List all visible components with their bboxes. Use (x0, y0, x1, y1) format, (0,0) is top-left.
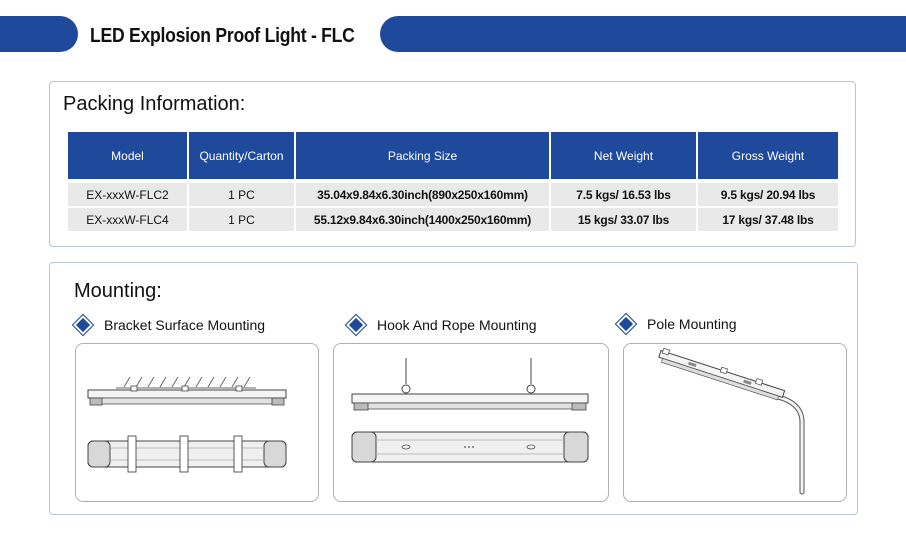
table-row (68, 183, 838, 206)
packing-info-panel (49, 81, 856, 247)
diamond-bullet-icon (73, 315, 93, 335)
cell-gross-weight: 9.5 kgs/ 20.94 lbs (698, 183, 838, 206)
cell-net-weight: 7.5 kgs/ 16.53 lbs (551, 183, 696, 206)
mounting-option-pole (619, 316, 737, 332)
column-header-gross-weight: Gross Weight (698, 132, 838, 179)
cell-packing-size: 35.04x9.84x6.30inch(890x250x160mm) (296, 183, 549, 206)
page-title: LED Explosion Proof Light - FLC (90, 25, 355, 47)
bracket-mounting-diagram (75, 343, 319, 502)
mounting-option-hook-rope (349, 317, 537, 333)
diamond-bullet-icon (616, 314, 636, 334)
header-accent-left (0, 16, 78, 52)
cell-net-weight: 15 kgs/ 33.07 lbs (551, 208, 696, 231)
mounting-option-label: Pole Mounting (647, 316, 737, 332)
hook-rope-mounting-illustration (334, 344, 608, 501)
packing-info-title: Packing Information: (63, 93, 246, 115)
bracket-mounting-illustration (76, 344, 318, 501)
mounting-panel (49, 262, 858, 515)
column-header-packing-size: Packing Size (296, 132, 549, 179)
cell-model: EX-xxxW-FLC4 (68, 208, 187, 231)
cell-packing-size: 55.12x9.84x6.30inch(1400x250x160mm) (296, 208, 549, 231)
column-header-quantity: Quantity/Carton (189, 132, 294, 179)
pole-mounting-illustration (624, 344, 846, 501)
column-header-net-weight: Net Weight (551, 132, 696, 179)
packing-table (68, 132, 838, 231)
pole-mounting-diagram (623, 343, 847, 502)
cell-gross-weight: 17 kgs/ 37.48 lbs (698, 208, 838, 231)
cell-quantity: 1 PC (189, 183, 294, 206)
table-row (68, 208, 838, 231)
cell-quantity: 1 PC (189, 208, 294, 231)
mounting-option-bracket (76, 317, 265, 333)
mounting-title: Mounting: (74, 280, 162, 302)
cell-model: EX-xxxW-FLC2 (68, 183, 187, 206)
column-header-model: Model (68, 132, 187, 179)
header-accent-right (380, 16, 906, 52)
hook-rope-mounting-diagram (333, 343, 609, 502)
diamond-bullet-icon (346, 315, 366, 335)
mounting-option-label: Hook And Rope Mounting (377, 317, 537, 333)
mounting-option-label: Bracket Surface Mounting (104, 317, 266, 333)
table-header-row (68, 132, 838, 181)
